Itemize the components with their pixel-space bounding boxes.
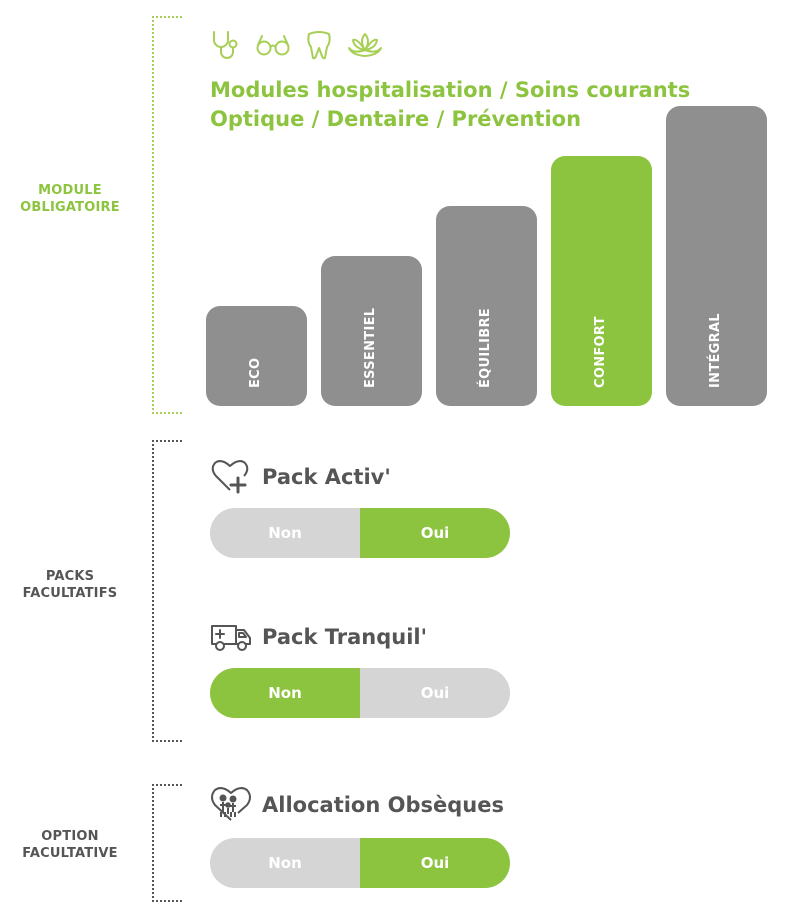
allocation-obseques-yes-option[interactable]: Oui <box>360 838 510 888</box>
section-label-module-line1: MODULE <box>38 183 102 198</box>
level-bar-essentiel[interactable] <box>321 256 422 406</box>
pack-tranquil-no-option[interactable]: Non <box>210 668 360 718</box>
allocation-obseques-no-option[interactable]: Non <box>210 838 360 888</box>
lotus-icon <box>346 28 384 62</box>
allocation-obseques-title <box>208 784 504 824</box>
section-label-option <box>0 828 140 862</box>
section-label-packs-line1: PACKS <box>45 569 95 584</box>
pack-activ-label: Pack Activ' <box>262 465 391 489</box>
pack-activ-title <box>208 456 391 496</box>
pack-tranquil-label: Pack Tranquil' <box>262 625 428 649</box>
packs-bracket <box>152 440 182 742</box>
section-label-packs <box>0 568 140 602</box>
level-bar-label: INTÉGRAL <box>707 313 723 388</box>
module-headline <box>210 76 690 134</box>
pack-activ-yes-option[interactable]: Oui <box>360 508 510 558</box>
allocation-obseques-toggle[interactable] <box>210 838 510 888</box>
pack-tranquil-title <box>208 616 427 656</box>
pack-activ-no-option[interactable]: Non <box>210 508 360 558</box>
level-bar-label: CONFORT <box>592 316 608 388</box>
level-bar-label: ESSENTIEL <box>362 307 378 388</box>
section-label-module <box>0 182 140 216</box>
family-heart-icon <box>208 784 254 824</box>
tooth-icon <box>300 28 338 62</box>
section-label-module-line2: OBLIGATOIRE <box>20 200 120 215</box>
pack-activ-toggle[interactable] <box>210 508 510 558</box>
module-headline-line2: Optique / Dentaire / Prévention <box>210 107 582 131</box>
level-bar-label: ECO <box>247 357 263 388</box>
section-label-option-line2: FACULTATIVE <box>22 846 118 861</box>
heart-plus-icon <box>208 456 254 496</box>
level-bar-eco[interactable] <box>206 306 307 406</box>
ambulance-icon <box>208 616 254 656</box>
pack-tranquil-toggle[interactable] <box>210 668 510 718</box>
option-bracket <box>152 784 182 902</box>
level-bar-equilibre[interactable] <box>436 206 537 406</box>
module-icons <box>208 28 384 62</box>
glasses-icon <box>254 28 292 62</box>
section-label-packs-line2: FACULTATIFS <box>22 586 118 601</box>
level-bar-label: ÉQUILIBRE <box>477 308 493 388</box>
stethoscope-icon <box>208 28 246 62</box>
module-bracket <box>152 16 182 414</box>
level-bar-confort[interactable] <box>551 156 652 406</box>
pack-tranquil-yes-option[interactable]: Oui <box>360 668 510 718</box>
level-bar-integral[interactable] <box>666 106 767 406</box>
section-label-option-line1: OPTION <box>41 829 99 844</box>
module-headline-line1: Modules hospitalisation / Soins courants <box>210 78 691 102</box>
allocation-obseques-label: Allocation Obsèques <box>262 793 504 817</box>
